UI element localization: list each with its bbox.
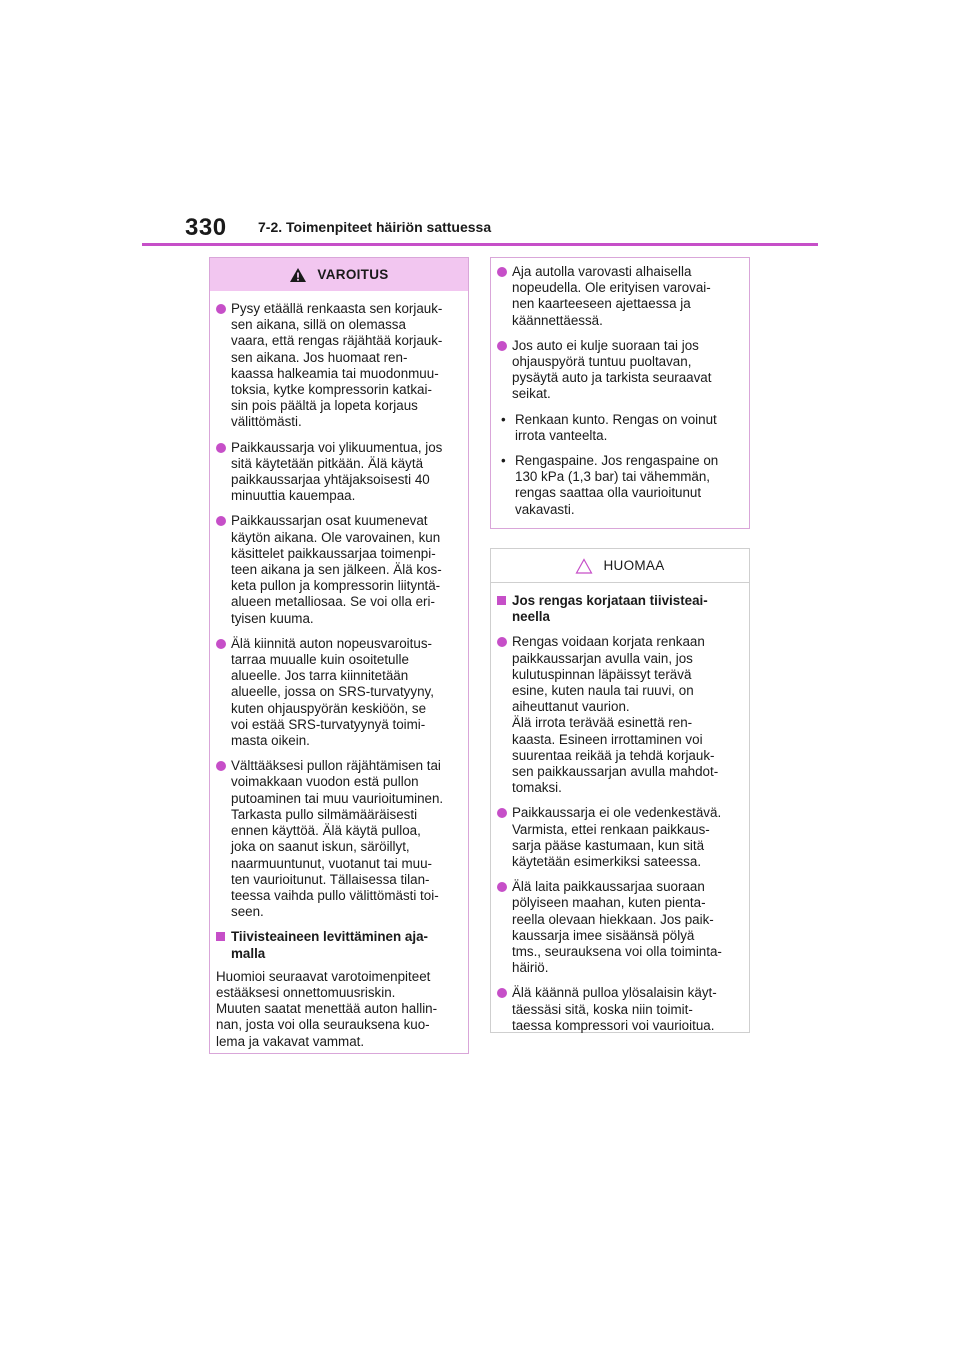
list-item: [216, 513, 458, 626]
notice-triangle-icon: [575, 558, 593, 574]
notice-box-body: [491, 583, 749, 1044]
bullet-icon: [497, 637, 507, 647]
subheading: [216, 929, 458, 961]
sub-bullet-icon: •: [501, 453, 506, 469]
list-item-text: Aja autolla varovasti alhaisella nopeudella. Ole erityisen varovai- nen kaarteeseen ajettaessa ja käännettäessä.: [512, 264, 711, 328]
list-item: [216, 636, 458, 749]
list-item-text: Älä käännä pulloa ylösalaisin käyt- täessäsi sitä, koska niin toimit- taessa kompressori voi vaurioitua.: [512, 985, 717, 1033]
bullet-icon: [216, 639, 226, 649]
bullet-icon: [497, 808, 507, 818]
square-bullet-icon: [497, 596, 506, 605]
list-item-text: Paikkaussarjan osat kuumenevat käytön aikana. Ole varovainen, kun käsittelet paikkaussarjaa toimenpi- teen aikana ja sen jälkeen. Älä kos- keta pullon ja kompressorin liityntä- alueen metalliosaa. Se voi olla eri- tyisen kuuma.: [231, 513, 442, 626]
header-rule: [142, 243, 818, 246]
subheading-text: Tiivisteaineen levittäminen aja- malla: [231, 929, 428, 961]
bullet-icon: [497, 341, 507, 351]
list-item-text: Pysy etäällä renkaasta sen korjauk- sen aikana, sillä on olemassa vaara, että rengas räjähtää korjauk- sen aikana. Jos huomaat ren- kaassa halkeamia tai muodonmuu- toksia, kytke kompressorin katkai- sin pois päältä ja lopeta korjaus välittömästi.: [231, 301, 443, 430]
list-item: [497, 879, 739, 976]
bullet-icon: [216, 443, 226, 453]
notice-box-header: [491, 549, 749, 583]
list-item-text: Älä laita paikkaussarjaa suoraan pölyiseen maahan, kuten pienta- reella olevaan hiekkaan. Jos paik- kaussarja imee sisäänsä pölyä tms., seurauksena voi olla toiminta- häiriö.: [512, 879, 722, 976]
warning-box-continued: [490, 257, 750, 529]
warning-box-body: [210, 291, 468, 1060]
square-bullet-icon: [216, 932, 225, 941]
bullet-icon: [216, 304, 226, 314]
section-title: 7-2. Toimenpiteet häiriön sattuessa: [258, 219, 492, 235]
list-item-text: Älä kiinnitä auton nopeusvaroitus- tarraa muualle kuin osoitetulle alueelle. Jos tarra kiinnitetään alueelle, jossa on SRS-turvatyyny, kuten ohjauspyörän keskiöön, se voi estää SRS-turvatyynyä toimi- masta oikein.: [231, 635, 434, 749]
bullet-icon: [497, 882, 507, 892]
list-item-text: Rengas voidaan korjata renkaan paikkaussarjan avulla vain, jos kulutuspinnan läpäissyt terävä esine, kuten naula tai ruuvi, on aiheuttanut vaurion. Älä irrota terävää esinettä ren- kaasta. Esineen irrottaminen voi suurentaa reikää ja tehdä korjauk- sen paikkaussarjan avulla mahdot- tomaksi.: [512, 634, 719, 796]
sub-bullet-icon: •: [501, 411, 506, 427]
list-item: [497, 338, 739, 403]
list-item-text: Välttääksesi pullon räjähtämisen tai voimakkaan vuodon estä pullon putoaminen tai muu vaurioituminen. Tarkasta pullo silmämääräisesti ennen käyttöä. Älä käytä pulloa, joka on saanut iskun, säröillyt, naarmuuntunut, vuotanut tai muu- ten vaurioitunut. Tällaisessa tilan- teessa vaihda pullo välittömästi toi- seen.: [231, 758, 444, 920]
sub-list-item-text: Renkaan kunto. Rengas on voinut irrota vanteelta.: [515, 411, 717, 443]
warning-box-continued-body: [491, 258, 749, 537]
list-item: [497, 264, 739, 329]
warning-box-header: [210, 258, 468, 291]
list-item: [216, 758, 458, 920]
list-item: [497, 985, 739, 1034]
sub-list-item-text: Rengaspaine. Jos rengaspaine on 130 kPa (1,3 bar) tai vähemmän, rengas saattaa olla vaurioitunut vakavasti.: [515, 453, 719, 517]
subheading-text: Jos rengas korjataan tiivisteai- neella: [512, 593, 708, 625]
warning-triangle-icon: [289, 267, 307, 283]
list-item-text: Jos auto ei kulje suoraan tai jos ohjauspyörä tuntuu puoltavan, pysäytä auto ja tarkista seuraavat seikat.: [512, 337, 712, 402]
list-item-text: Paikkaussarja voi ylikuumentua, jos sitä käytetään pitkään. Älä käytä paikkaussarjaa yhtäjaksoisesti 40 minuuttia kauempaa.: [231, 439, 443, 504]
list-item: [497, 805, 739, 870]
warning-box: [209, 257, 469, 1054]
warning-paragraph: Huomioi seuraavat varotoimenpiteet estääksesi onnettomuusriskin. Muuten saatat menettää auton hallin- nan, josta voi olla seurauksena kuo- lema ja vakavat vammat.: [216, 968, 438, 1049]
notice-box-title: HUOMAA: [603, 558, 665, 573]
sub-list-item: [497, 412, 739, 444]
bullet-icon: [497, 267, 507, 277]
warning-box-title: VAROITUS: [317, 267, 389, 282]
list-item: [216, 301, 458, 431]
notice-box: [490, 548, 750, 1033]
bullet-icon: [216, 761, 226, 771]
bullet-icon: [497, 988, 507, 998]
list-item: [497, 634, 739, 796]
sub-list-item: [497, 453, 739, 518]
subheading: [497, 593, 739, 625]
bullet-icon: [216, 516, 226, 526]
list-item-text: Paikkaussarja ei ole vedenkestävä. Varmista, ettei renkaan paikkaus- sarja pääse kastumaan, kun sitä käytetään esimerkiksi sateessa.: [512, 805, 722, 870]
page-number: 330: [185, 214, 227, 241]
list-item: [216, 440, 458, 505]
